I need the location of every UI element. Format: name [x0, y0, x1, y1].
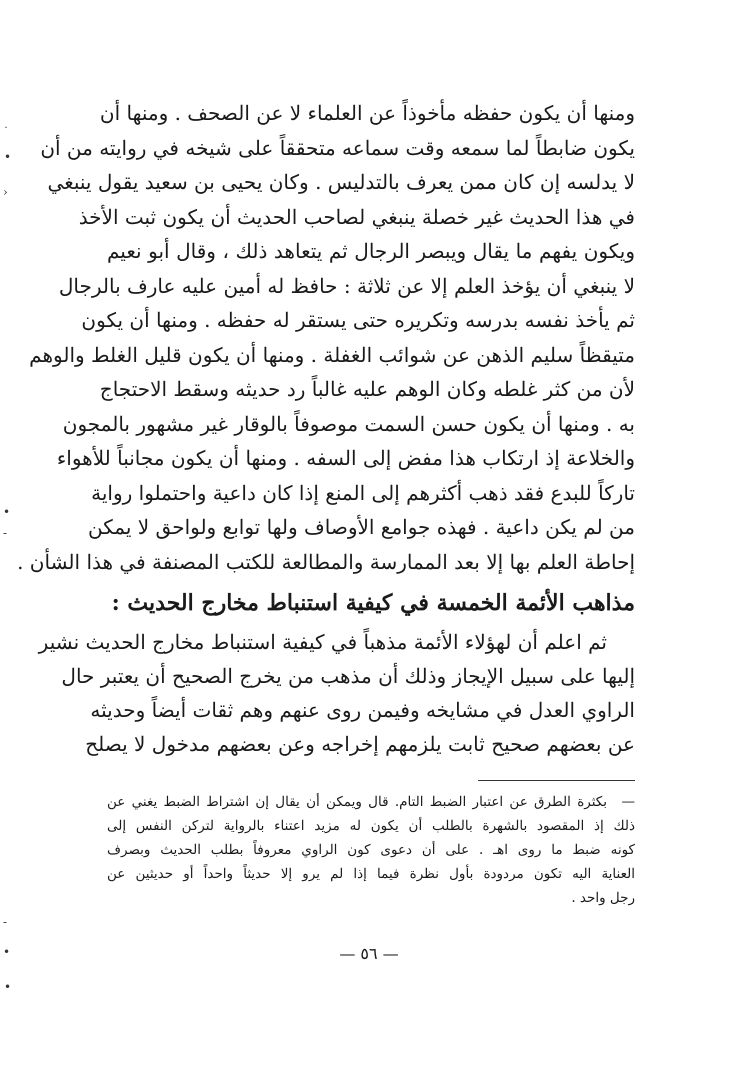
text-line: به . ومنها أن يكون حسن السمت موصوفاً بالوقار غير مشهور بالمجون — [62, 411, 635, 436]
text-line: ويكون يفهم ما يقال ويبصر الرجال ثم يتعاهد ذلك ، وقال أبو نعيم — [107, 239, 635, 263]
footnote-divider — [478, 780, 635, 781]
text-line: ومنها أن يكون حفظه مأخوذاً عن العلماء لا عن الصحف . ومنها أن — [99, 101, 635, 125]
text-line: يكون ضابطاً لما سمعه وقت سماعه متحققاً على شيخه في روايته من أن — [40, 135, 635, 160]
text-line: عن بعضهم صحيح ثابت يلزمهم إخراجه وعن بعضهم مدخول لا يصلح — [85, 732, 635, 756]
text-line: إليها على سبيل الإيجاز وذلك أن مذهب من يخرج الصحيح أن يعتبر حال — [61, 664, 635, 688]
text-line: لا ينبغي أن يؤخذ العلم إلا عن ثلاثة : حافظ له أمين عليه عارف بالرجال — [58, 273, 635, 298]
section-heading: مذاهب الأئمة الخمسة في كيفية استنباط مخارج الحديث : — [111, 590, 635, 616]
text-line: متيقظاً سليم الذهن عن شوائب الغفلة . ومنها أن يكون قليل الغلط والوهم — [29, 342, 635, 367]
main-text — [17, 96, 635, 579]
text-line: ثم يأخذ نفسه بدرسه وتكريره حتى يستقر له حفظه . ومنها أن يكون — [81, 308, 635, 332]
text-line: والخلاعة إذ ارتكاب هذا مفض إلى السفه . ومنها أن يكون مجانباً للأهواء — [56, 446, 635, 470]
footnote-dash: — — [621, 794, 635, 810]
footnotes — [107, 790, 635, 910]
footnote-line: العناية اليه تكون مردودة بأول نظرة فيما إذا لم يرو إلا حديثاً واحداً أو حديثين عن — [107, 866, 635, 882]
section-text — [38, 625, 635, 761]
text-line: الراوي العدل في مشايخه وفيمن روى عنهم وهم ثقات أيضاً وحديثه — [90, 698, 635, 722]
margin-speck: • — [3, 945, 11, 959]
margin-speck: • — [3, 505, 11, 519]
text-line: لأن من كثر غلطه وكان الوهم عليه غالباً رد حديثه وسقط الاحتجاج — [99, 377, 635, 401]
footnote-line: ذلك إذ المقصود بالشهرة بالطلب أن يكون له مزيد اعتناء بالرواية لتركن النفس إلى — [107, 818, 635, 834]
margin-speck: ˙ — [3, 125, 9, 139]
margin-speck: • — [4, 980, 12, 994]
footnote-line: بكثرة الطرق عن اعتبار الضبط التام. قال ويمكن أن يقال إن اشتراط الضبط يغني عن — [107, 794, 607, 810]
footnote-line: رجل واحد . — [571, 890, 635, 906]
margin-speck: - — [3, 526, 8, 540]
text-line: في هذا الحديث غير خصلة ينبغي لصاحب الحديث أن يكون ثبت الأخذ — [78, 204, 635, 229]
text-line: تاركاً للبدع فقد ذهب أكثرهم إلى المنع إذا كان داعية واحتملوا رواية — [91, 480, 635, 505]
text-line: من لم يكن داعية . فهذه جوامع الأوصاف ولها توابع ولواحق لا يمكن — [88, 515, 635, 539]
margin-speck: - — [3, 915, 8, 929]
page-number: — ٥٦ — — [339, 944, 399, 963]
margin-speck: › — [3, 185, 8, 199]
text-line: إحاطة العلم بها إلا بعد الممارسة والمطالعة للكتب المصنفة في هذا الشأن . — [17, 549, 635, 574]
text-line: ثم اعلم أن لهؤلاء الأئمة مذهباً في كيفية استنباط مخارج الحديث نشير — [38, 630, 607, 654]
footnote-line: كونه ضبط ما روى اهـ . على أن دعوى كون الراوي معروفاً بطلب الحديث وبصرف — [107, 842, 635, 858]
text-line: لا يدلسه إن كان ممن يعرف بالتدليس . وكان يحيى بن سعيد يقول ينبغي — [47, 170, 635, 194]
margin-speck: • — [4, 150, 12, 164]
